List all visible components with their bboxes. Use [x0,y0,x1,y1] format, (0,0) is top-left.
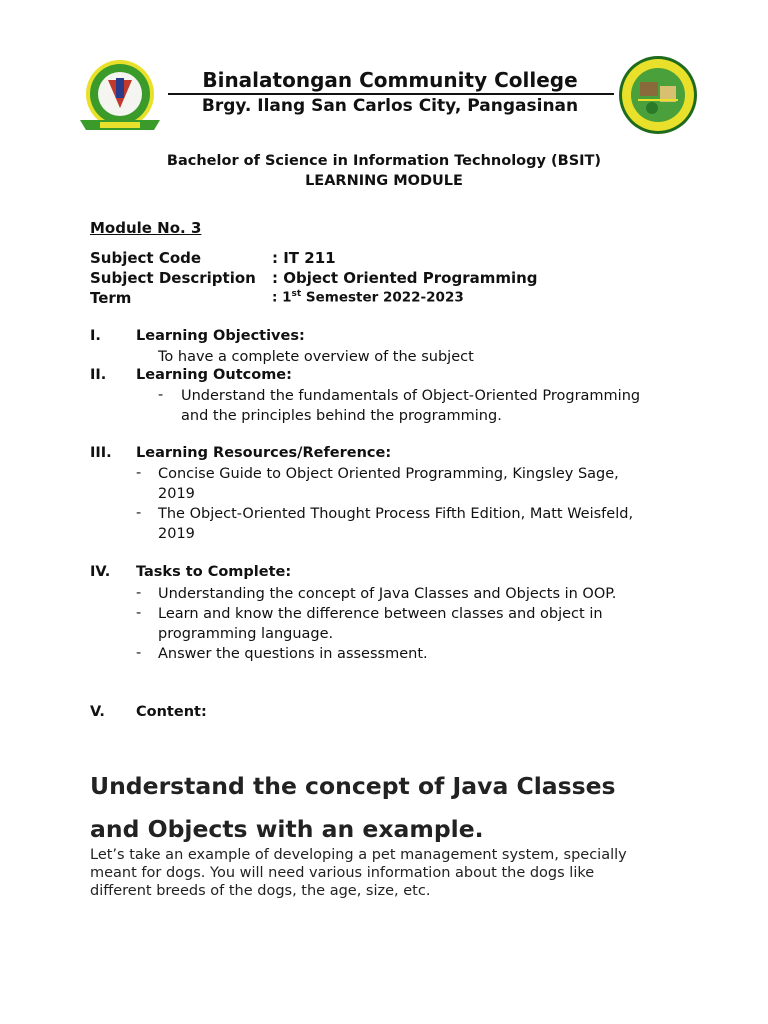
content-heading-line1: Understand the concept of Java Classes [90,772,616,800]
list-bullet: - [136,465,142,481]
term-value-superscript: st [291,289,302,299]
degree-name: Bachelor of Science in Information Technology (BSIT) [166,153,602,169]
city-of-san-carlos-seal-icon [618,54,698,136]
content-paragraph [90,846,670,900]
section-numeral-outcome: II. [90,367,107,383]
outcome-item [181,386,640,426]
resource-item-line2: 2019 [158,526,195,542]
content-heading-line2: and Objects with an example. [90,815,484,843]
section-title-tasks: Tasks to Complete: [136,564,292,580]
resource-item [158,504,633,544]
list-bullet: - [136,585,142,601]
binalatongan-college-seal-icon [78,58,162,138]
paragraph-line2: meant for dogs. You will need various information about the dogs like [90,865,595,881]
subject-description-label: Subject Description [90,269,256,287]
objectives-text: To have a complete overview of the subject [158,349,474,365]
term-value [272,289,464,306]
task-item-line2: programming language. [158,626,334,642]
list-bullet: - [158,387,164,403]
list-bullet: - [136,605,142,621]
list-bullet: - [136,505,142,521]
term-value-prefix: : 1 [272,289,292,306]
term-label: Term [90,289,132,307]
task-item: Answer the questions in assessment. [158,646,428,662]
task-item-line1: Learn and know the difference between classes and object in [158,606,603,622]
task-item: Understanding the concept of Java Classes and Objects in OOP. [158,586,617,602]
subject-code-value: : IT 211 [272,249,336,267]
college-name: Binalatongan Community College [202,68,578,92]
header-rule [168,93,614,95]
section-title-objectives: Learning Objectives: [136,328,305,344]
subject-description-value: : Object Oriented Programming [272,269,538,287]
section-title-resources: Learning Resources/Reference: [136,445,392,461]
college-logo [78,58,162,138]
task-item [158,604,603,644]
section-title-content: Content: [136,704,207,720]
section-title-outcome: Learning Outcome: [136,367,292,383]
college-address: Brgy. Ilang San Carlos City, Pangasinan [201,96,579,116]
resource-item-line1: Concise Guide to Object Oriented Programming, Kingsley Sage, [158,466,619,482]
document-type: LEARNING MODULE [305,173,463,189]
section-numeral-tasks: IV. [90,564,111,580]
resource-item [158,464,619,504]
resource-item-line1: The Object-Oriented Thought Process Fifth Edition, Matt Weisfeld, [158,506,634,522]
outcome-item-line1: Understand the fundamentals of Object-Oriented Programming [181,388,641,404]
module-number: Module No. 3 [90,219,202,237]
outcome-item-line2: and the principles behind the programming. [181,408,502,424]
resource-item-line2: 2019 [158,486,195,502]
term-value-suffix: Semester 2022-2023 [301,289,464,306]
content-heading [90,765,690,851]
paragraph-line3: different breeds of the dogs, the age, size, etc. [90,883,431,899]
section-numeral-content: V. [90,704,105,720]
section-numeral-resources: III. [90,445,112,461]
program-title [90,151,678,191]
subject-code-label: Subject Code [90,249,202,267]
city-seal [618,54,698,136]
section-numeral-objectives: I. [90,328,101,344]
paragraph-line1: Let’s take an example of developing a pet management system, specially [90,847,627,863]
list-bullet: - [136,645,142,661]
